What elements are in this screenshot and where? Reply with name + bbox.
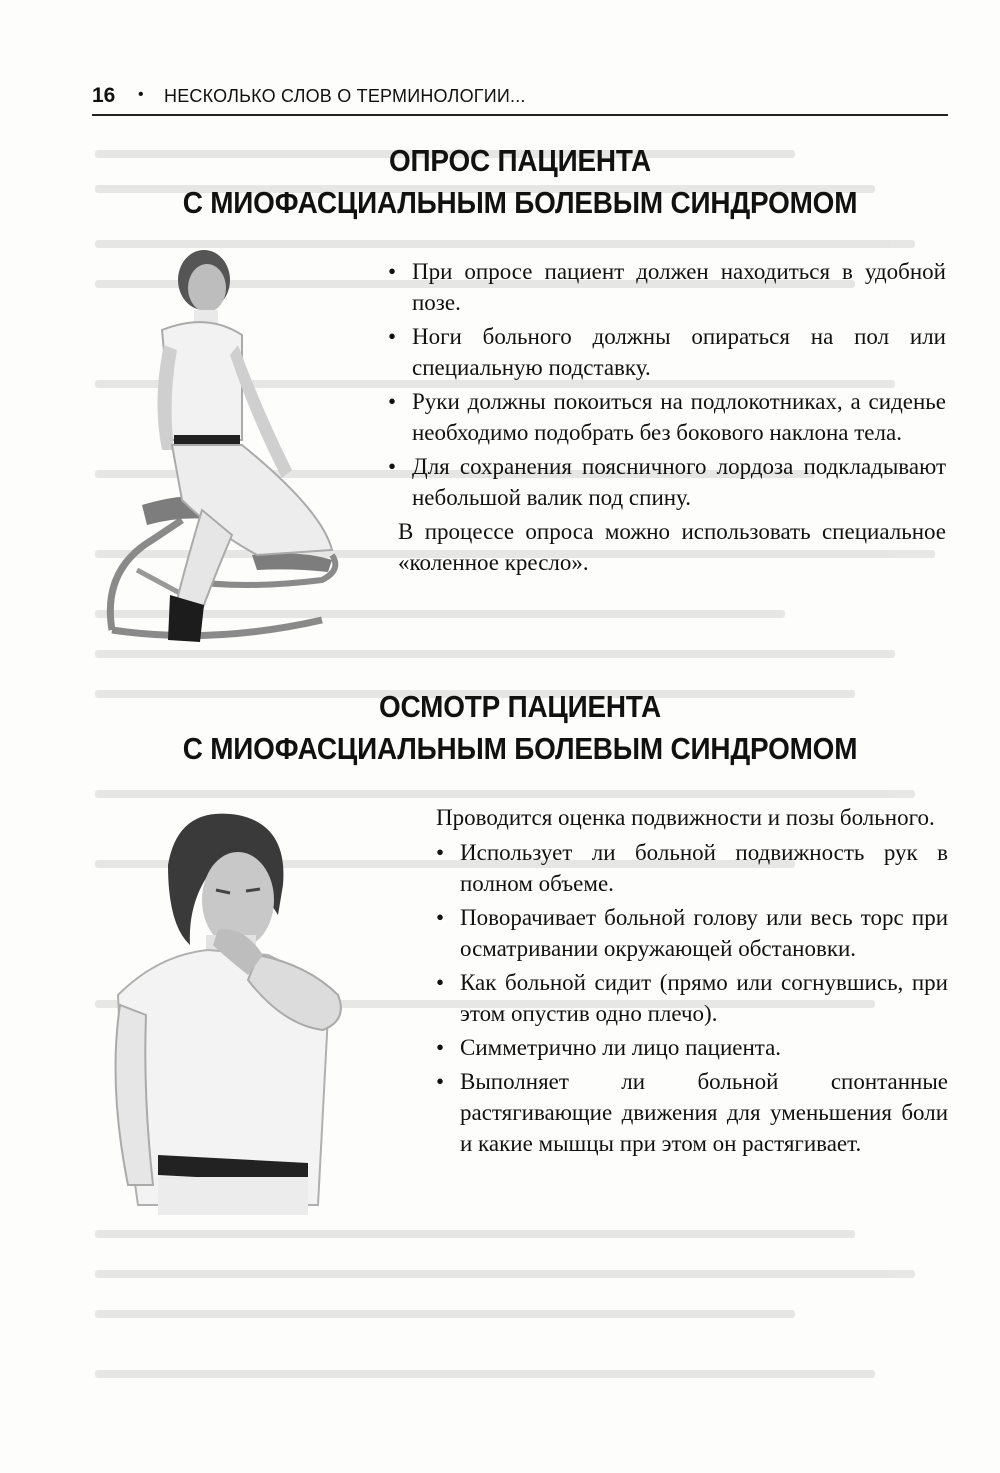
section2-heading (135, 686, 905, 770)
section2-title-line2: С МИОФАСЦИАЛЬНЫМ БОЛЕВЫМ СИНДРОМОМ (182, 731, 858, 766)
list-item: • Использует ли больной подвижность рук в полном объеме. (436, 840, 948, 896)
neck-pain-photo (98, 805, 358, 1215)
section2-bullet-list (436, 837, 948, 1159)
section1-closing: В процессе опроса можно использовать специальное «коленное кресло». (398, 519, 946, 575)
section1-text (388, 256, 946, 578)
section2-intro: Проводится оценка подвижности и позы больного. (436, 805, 935, 830)
section1-title-line1: ОПРОС ПАЦИЕНТА (389, 143, 651, 178)
running-header (92, 82, 948, 116)
list-item: • Для сохранения поясничного лордоза подкладывают небольшой валик под спину. (388, 454, 946, 510)
list-item: • Как больной сидит (прямо или согнувшись, при этом опустив одно плечо). (436, 970, 948, 1026)
section1-bullet-list (388, 256, 946, 513)
section1-heading (135, 140, 905, 224)
running-title: НЕСКОЛЬКО СЛОВ О ТЕРМИНОЛОГИИ... (164, 86, 526, 106)
list-item: • Руки должны покоиться на подлокотниках, а сиденье необходимо подобрать без бокового наклона тела. (388, 389, 946, 445)
section2-text (398, 802, 948, 1162)
page-number: 16 (92, 84, 116, 107)
list-item: • Выполняет ли больной спонтанные растягивающие движения для уменьшения боли и какие мышцы при этом он растягивает. (436, 1069, 948, 1156)
section1-title-line2: С МИОФАСЦИАЛЬНЫМ БОЛЕВЫМ СИНДРОМОМ (182, 185, 858, 220)
kneeling-chair-photo (92, 250, 352, 650)
list-item: • Поворачивает больной голову или весь торс при осматривании окружающей обстановки. (436, 905, 948, 961)
header-separator: • (138, 86, 144, 103)
list-item: • При опросе пациент должен находиться в удобной позе. (388, 259, 946, 315)
section2-title-line1: ОСМОТР ПАЦИЕНТА (379, 689, 661, 724)
list-item: • Симметрично ли лицо пациента. (436, 1035, 782, 1060)
list-item: • Ноги больного должны опираться на пол или специальную подставку. (388, 324, 946, 380)
